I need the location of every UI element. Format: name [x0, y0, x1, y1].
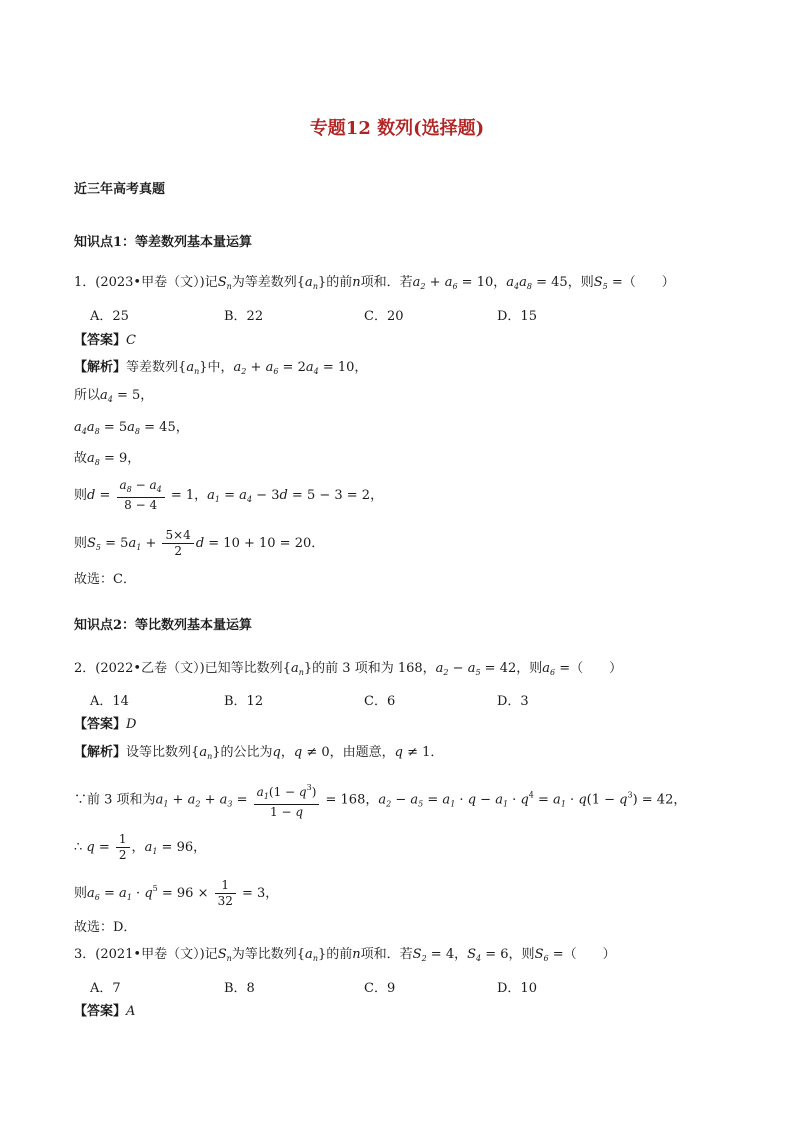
- q2-choice: 故选：D．: [74, 920, 137, 935]
- q2-source: 2．(2022•乙卷（文）): [74, 661, 205, 676]
- q2-analysis-3: ∴ q = $\frac{1}{2}$ ，$a_1 = 96$，: [74, 832, 207, 862]
- q3-option-d: D．10: [497, 981, 537, 996]
- question-3: 3．(2021•甲卷（文）)记$S_n$为等比数列$\{a_n\}$的前n项和．若$S_2 = 4$，$S_4 = 6$，则$S_6$ =（ ）: [74, 947, 616, 963]
- page-title: 专题12 数列(选择题): [309, 118, 485, 139]
- question-2: 2．(2022•乙卷（文）)已知等比数列$\{a_n\}$的前 3 项和为 168，$a_2 - a_5 = 42$，则$a_6$ =（ ）: [74, 661, 623, 677]
- q2-option-c: C．6: [364, 694, 396, 709]
- q2-analysis-1: 【解析】设等比数列$\{a_n\}$的公比为q，q ≠ 0，由题意，q ≠ 1．: [74, 745, 444, 761]
- section-heading: 近三年高考真题: [74, 182, 166, 197]
- q3-option-c: C．9: [364, 981, 396, 996]
- knowledge-point-1: 知识点1：等差数列基本量运算: [74, 235, 253, 250]
- q1-analysis-2: 所以$a_4 = 5$，: [74, 388, 154, 404]
- q3-source: 3．(2021•甲卷（文）): [74, 947, 205, 962]
- q2-option-d: D．3: [497, 694, 529, 709]
- q1-choice: 故选：C．: [74, 572, 136, 587]
- q1-option-a: A．25: [90, 309, 129, 324]
- q2-answer: 【答案】D: [74, 717, 137, 732]
- q2-analysis-4: 则$a_6 = a_1 \cdot q^5 = 96$ × $\frac{1}{32}$ = 3，: [74, 878, 279, 908]
- q1-option-c: C．20: [364, 309, 404, 324]
- q1-option-b: B．22: [224, 309, 264, 324]
- q3-option-b: B．8: [224, 981, 255, 996]
- q1-analysis-4: 故$a_8 = 9$，: [74, 451, 141, 467]
- q2-option-a: A．14: [90, 694, 129, 709]
- question-1: 1．(2023•甲卷（文）)记$S_n$为等差数列$\{a_n\}$的前n项和．若$a_2 + a_6 = 10$，$a_4a_8 = 45$，则$S_5$ =（ ）: [74, 275, 675, 291]
- q1-option-d: D．15: [497, 309, 537, 324]
- q1-analysis-6: 则$S_5 = 5a_1$ + $\frac{5\times 4}{2}$ d = 10 + 10 = 20．: [74, 528, 325, 558]
- knowledge-point-2: 知识点2：等比数列基本量运算: [74, 618, 253, 633]
- q1-source: 1．(2023•甲卷（文）): [74, 275, 205, 290]
- q1-analysis-3: $a_4a_8 = 5a_8 = 45$，: [74, 420, 189, 436]
- q3-answer: 【答案】A: [74, 1004, 136, 1019]
- q1-answer: 【答案】C: [74, 333, 136, 348]
- q2-option-b: B．12: [224, 694, 264, 709]
- q1-analysis-5: 则d = $\frac{a_8 - a_4}{8 - 4}$ = 1，$a_1 = a_4 - 3d = 5 - 3 = 2$，: [74, 478, 384, 512]
- q2-analysis-2: ∵前 3 项和为$a_1 + a_2 + a_3$ = $\frac{a_1(1 - q^3)}{1 - q}$ = 168，$a_2 - a_5 = a_1 \cdot q - a_1 \cdot q^4 = a_1 \cdot q(1 - q^3) = 42$，: [74, 780, 686, 820]
- q1-analysis-1: 【解析】等差数列$\{a_n\}$中，$a_2 + a_6 = 2a_4 = 10$，: [74, 360, 368, 376]
- q3-option-a: A．7: [90, 981, 121, 996]
